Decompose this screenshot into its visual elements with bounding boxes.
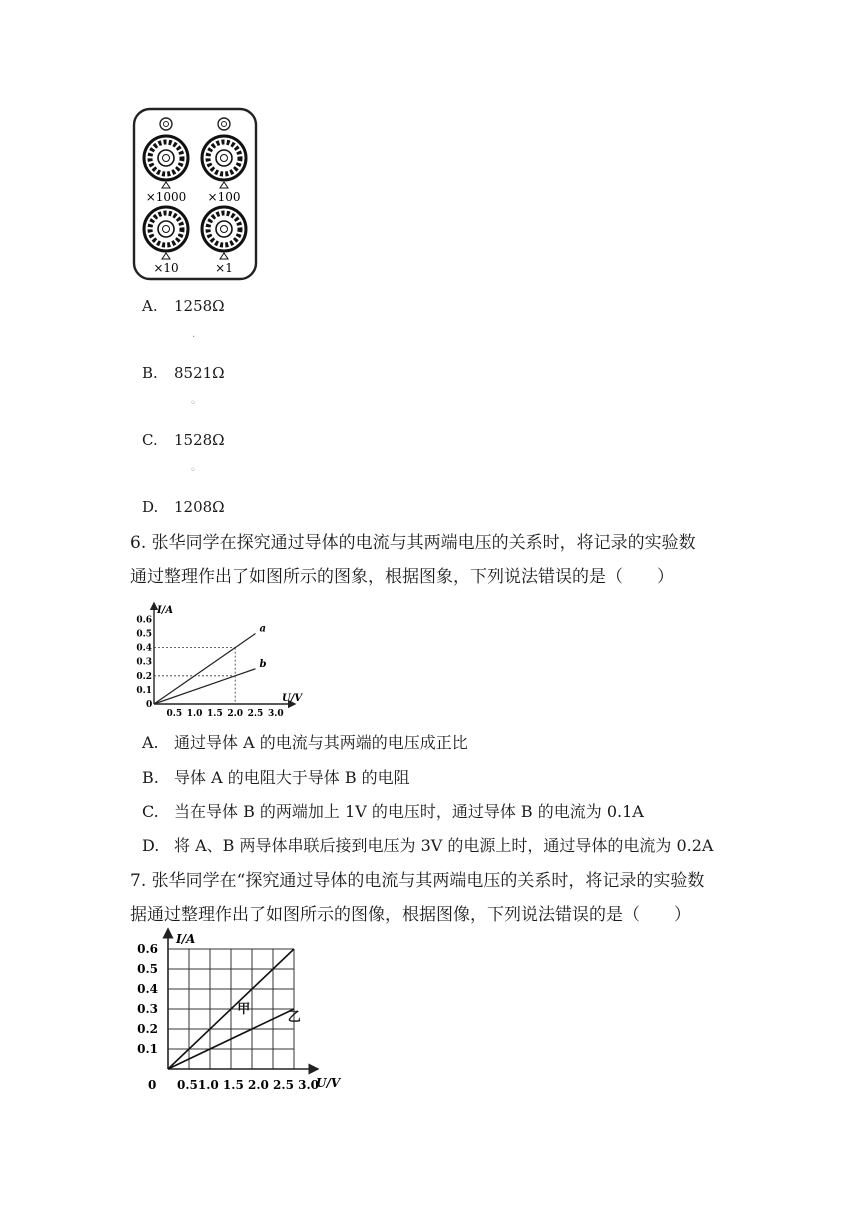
series-line-a: [154, 634, 255, 704]
x-tick-label: 3.0: [267, 709, 284, 719]
y-tick-label: 0.3: [136, 657, 152, 668]
option-text: 通过导体 A 的电流与其两端的电压成正比: [174, 733, 468, 752]
q7-stem: [130, 864, 750, 932]
y-tick-label: 0.3: [137, 1002, 158, 1016]
y-tick-label: 0.5: [137, 962, 158, 976]
knob-label-100: ×100: [207, 190, 241, 204]
option-text: 1208Ω: [174, 498, 225, 516]
y-tick-label: 0.5: [136, 629, 152, 640]
series-label-jia: 甲: [237, 1002, 251, 1017]
x-tick-labels: 0.51.0 1.5 2.0 2.5 3.0: [177, 1078, 319, 1092]
x-tick-label: 1.0: [186, 709, 203, 719]
q7-stem-line2: 据通过整理作出了如图所示的图像，根据图像，下列说法错误的是（ ）: [130, 905, 691, 925]
x-tick-label: 2.0: [227, 709, 244, 719]
y-tick-label: 0.1: [136, 685, 152, 696]
option-letter: C.: [142, 431, 158, 449]
x-tick-label: 1.5: [207, 709, 223, 719]
q6-option-c[interactable]: [142, 802, 644, 822]
y-tick-label: 0.4: [137, 982, 158, 996]
knob-x1[interactable]: [202, 207, 246, 251]
q5-option-c[interactable]: [142, 430, 225, 450]
q6-option-a[interactable]: [142, 733, 468, 753]
q5-option-b[interactable]: [142, 363, 225, 383]
q7-chart: [137, 932, 360, 1095]
resistance-box-figure: [130, 106, 260, 282]
q6-option-b[interactable]: [142, 768, 410, 788]
q5-option-a[interactable]: [142, 296, 225, 316]
option-letter: D.: [142, 498, 159, 516]
option-letter: B.: [142, 364, 158, 382]
x-tick-label: 0.5: [166, 709, 183, 719]
q6-stem-line2: 通过整理作出了如图所示的图象，根据图象，下列说法错误的是（ ）: [130, 567, 674, 587]
y-axis-label: I/A: [157, 605, 174, 616]
option-letter: A.: [142, 297, 158, 315]
y-tick-label: 0.1: [137, 1042, 158, 1056]
option-text: 导体 A 的电阻大于导体 B 的电阻: [174, 768, 410, 787]
q6-stem: [130, 526, 750, 594]
stray-dot: ◦: [190, 465, 196, 476]
knob-x100[interactable]: [202, 136, 246, 180]
option-text: 将 A、B 两导体串联后接到电压为 3V 的电源上时，通过导体的电流为 0.2A: [174, 836, 714, 855]
origin-label: 0: [148, 1078, 157, 1092]
option-letter: C.: [142, 802, 159, 821]
q6-option-d[interactable]: [142, 836, 713, 856]
y-axis-label: I/A: [176, 932, 196, 946]
series-line-b: [154, 669, 255, 704]
option-text: 1528Ω: [174, 431, 225, 449]
series-label-b: b: [259, 658, 267, 670]
x-axis-label: U/V: [316, 1076, 341, 1090]
knob-x1000[interactable]: [144, 136, 188, 180]
y-tick-label: 0.6: [136, 615, 152, 626]
y-tick-label: 0.2: [137, 1022, 158, 1036]
option-letter: D.: [142, 836, 160, 855]
knob-label-1: ×1: [215, 261, 233, 275]
q6-stem-line1: 6. 张华同学在探究通过导体的电流与其两端电压的关系时，将记录的实验数: [130, 533, 696, 553]
knob-x10[interactable]: [144, 207, 188, 251]
x-axis-label: U/V: [282, 693, 303, 704]
y-tick-label: 0.2: [136, 671, 152, 682]
stray-dot: ·: [192, 332, 196, 343]
option-text: 当在导体 B 的两端加上 1V 的电压时，通过导体 B 的电流为 0.1A: [174, 802, 644, 821]
stray-dot: ◦: [190, 398, 196, 409]
origin-label: 0: [146, 700, 153, 710]
x-tick-label: 2.5: [247, 709, 264, 719]
q7-stem-line1: 7. 张华同学在“探究通过导体的电流与其两端电压的关系时，将记录的实验数: [130, 871, 705, 891]
option-text: 8521Ω: [174, 364, 225, 382]
knob-label-1000: ×1000: [145, 190, 187, 204]
series-label-yi: 乙: [287, 1010, 301, 1025]
y-tick-label: 0.6: [137, 942, 158, 956]
option-letter: B.: [142, 768, 159, 787]
series-label-a: a: [259, 623, 266, 635]
option-letter: A.: [142, 733, 159, 752]
knob-label-10: ×10: [153, 261, 179, 275]
option-text: 1258Ω: [174, 297, 225, 315]
q5-option-d[interactable]: [142, 497, 225, 517]
y-tick-label: 0.4: [136, 643, 152, 654]
q6-chart: [136, 600, 320, 722]
